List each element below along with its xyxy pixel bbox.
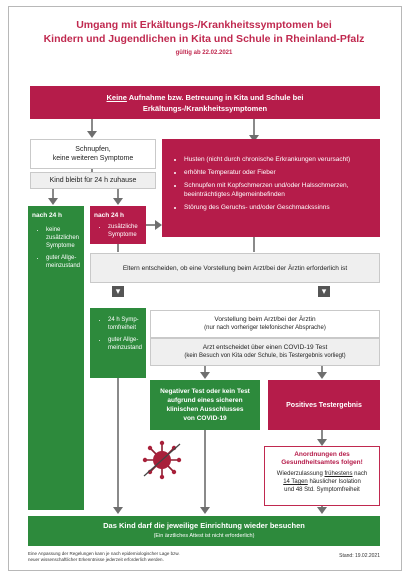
return-allowed-box <box>28 516 380 546</box>
health-line1: Anordnungen des <box>294 451 350 458</box>
footer-note <box>28 551 268 562</box>
valid-from: gültig ab 22.02.2021 <box>175 50 233 56</box>
arrow-down-icon <box>317 507 327 514</box>
positive-test-box <box>268 380 380 430</box>
no-admission-box <box>30 86 380 119</box>
health-line3b: frühestens <box>324 471 353 477</box>
green-mid-box <box>90 308 146 378</box>
symptom-item: • Husten (nicht durch chronische Erkrankungen verursacht) <box>184 155 374 164</box>
symptom-item: • erhöhte Temperatur oder Fieber <box>184 168 374 177</box>
no-admission-line1: Aufnahme bzw. Betreuung in Kita und Schule bei <box>126 92 304 102</box>
test-decision-line2: (kein Besuch von Kita oder Schule, bis Testergebnis vorliegt) <box>184 353 346 359</box>
red-list <box>94 223 143 239</box>
doctor-line1: Vorstellung beim Arzt/bei der Ärztin <box>214 316 316 323</box>
symptoms-list <box>170 155 374 212</box>
arrow-down-icon <box>317 439 327 446</box>
test-decision-box <box>150 338 380 366</box>
arrow-down-icon <box>200 507 210 514</box>
doctor-line2: (nur nach vorheriger telefonischer Absprache) <box>204 325 326 331</box>
health-line3a: Wiederzulassung <box>276 471 325 477</box>
test-decision-line1: Arzt entscheidet über einen COVID-19 Test <box>202 344 328 351</box>
health-office-box <box>264 446 380 506</box>
schnupfen-box <box>30 139 156 169</box>
connector <box>204 430 206 508</box>
no-admission-line2: Erkältungs-/Krankheitssymptomen <box>142 103 268 113</box>
health-line3c: nach <box>352 471 368 477</box>
footer-note-line2: neuer wissenschaftlicher Erkenntnisse jederzeit erforderlich werden. <box>28 556 164 562</box>
health-line5: und 48 Std. Symptomfreiheit <box>284 487 360 493</box>
negative-line2: aufgrund eines sicheren <box>167 397 243 404</box>
health-line4a: 14 Tagen <box>283 479 308 485</box>
stand-date: Stand: 19.02.2021 <box>339 553 380 559</box>
symptoms-box <box>162 139 380 237</box>
keine-weiteren-text: keine weiteren Symptome <box>52 155 134 162</box>
symptom-item: • Störung des Geruchs- und/oder Geschmackssinns <box>184 203 374 212</box>
return-line1: Das Kind darf die jeweilige Einrichtung wieder besuchen <box>103 521 305 530</box>
kind-bleibt-box <box>30 172 156 189</box>
green-column <box>28 206 84 510</box>
negative-line1: Negativer Test oder kein Test <box>160 388 250 395</box>
negative-test-box <box>150 380 260 430</box>
red-column <box>90 206 146 244</box>
parents-text: Eltern entscheiden, ob eine Vorstellung beim Arzt/bei der Ärztin erforderlich ist <box>122 264 348 272</box>
green-item: • guter Allge-meinzustand <box>46 254 81 270</box>
green-heading: nach 24 h <box>32 212 62 219</box>
arrow-down-icon <box>113 198 123 205</box>
health-line2: Gesundheitsamtes folgen! <box>281 459 363 466</box>
red-item: • zusätzliche Symptome <box>108 223 143 239</box>
red-heading: nach 24 h <box>94 212 124 219</box>
arrow-down-icon: ▾ <box>318 286 330 297</box>
schnupfen-text: Schnupfen, <box>75 146 111 153</box>
arrow-down-icon <box>200 372 210 379</box>
keine-text: Keine <box>106 92 127 102</box>
negative-line4: von COVID-19 <box>183 415 227 422</box>
arrow-down-icon <box>113 507 123 514</box>
virus-icon <box>140 440 184 480</box>
green-list <box>32 226 81 270</box>
arrow-down-icon: ▾ <box>112 286 124 297</box>
green-mid-item: • 24 h Symp-tomfreiheit <box>108 316 143 332</box>
health-line4b: häuslicher Isolation <box>307 479 361 485</box>
arrow-right-icon <box>155 220 162 230</box>
title-line-1: Umgang mit Erkältungs-/Krankheitssymptomen bei <box>76 19 332 31</box>
green-item: • keine zusätzlichen Symptome <box>46 226 81 250</box>
doctor-box <box>150 310 380 338</box>
footer-note-line1: Eine Anpassung der Regelungen kann je nach epidemiologischer Lage bzw. <box>28 551 180 556</box>
negative-line3: klinischen Ausschlusses <box>166 406 244 413</box>
green-mid-list <box>94 316 143 352</box>
connector <box>117 378 119 508</box>
positive-text: Positives Testergebnis <box>286 401 362 409</box>
arrow-down-icon <box>87 131 97 138</box>
return-line2: (Ein ärztliches Attest ist nicht erforderlich) <box>153 533 255 539</box>
connector <box>117 244 119 252</box>
kind-bleibt-text: Kind bleibt für 24 h zuhause <box>49 177 137 184</box>
arrow-down-icon <box>317 372 327 379</box>
connector <box>253 237 255 252</box>
parents-box <box>90 253 380 283</box>
title-line-2: Kindern und Jugendlichen in Kita und Schule in Rheinland-Pfalz <box>43 33 365 45</box>
arrow-down-icon <box>48 198 58 205</box>
green-mid-item: • guter Allge-meinzustand <box>108 336 143 352</box>
symptom-item: • Schnupfen mit Kopfschmerzen und/oder Halsschmerzen, beeinträchtigtes Allgemeinbefinden <box>184 181 374 199</box>
